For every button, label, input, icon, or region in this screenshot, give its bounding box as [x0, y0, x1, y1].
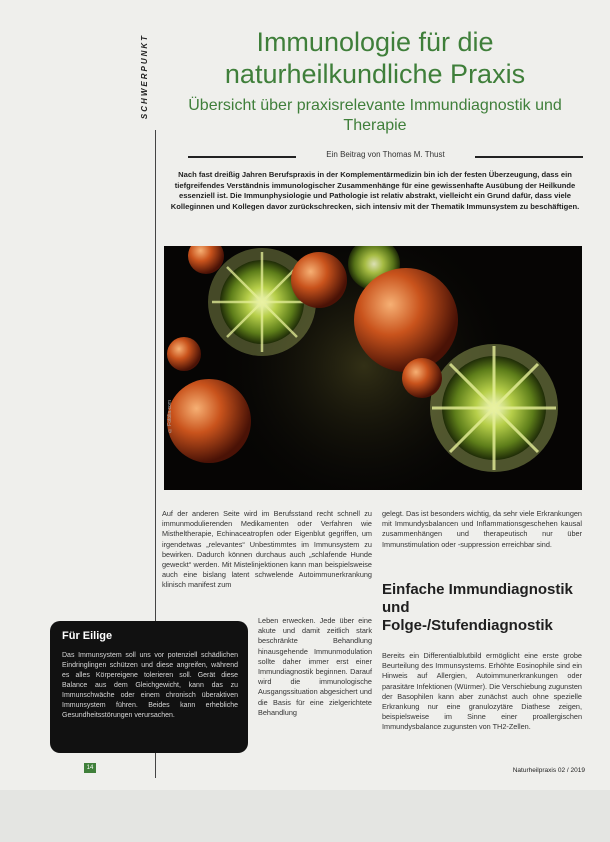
- byline-rule-right: [475, 156, 583, 158]
- lead-paragraph: Nach fast dreißig Jahren Berufspraxis in der Komplementärmedizin bin ich der festen Überzeugung, dass ein tiefgreifendes Verständnis immunologischer Zusammenhänge für eine gewissenhafte Ausübung der Heilkunde essenziell ist. Die Immunphysiologie und Pathologie ist relativ abstrakt, vielleicht ein Grund dafür, dass viele Kolleginnen und Kollegen davor zurückschrecken, sich intensiv mit der Thematik Immunsystem zu beschäftigen.: [170, 170, 580, 211]
- body-text-column-2: gelegt. Das ist besonders wichtig, da sehr viele Erkrankungen mit Immundysbalancen und Inflammationsgeschehen kausal zusammenhängen und therapeutisch nur über Immunstimulation oder -suppression erreichbar sind.: [382, 509, 582, 549]
- body-text-column-1-continued: Leben erwecken. Jede über eine akute und damit zeitlich stark beschränkte Behandlung hinausgehende Immunmodulation sollte daher immer erst einer Immundiagnostik beginnen. Darauf wird die immunologische Ausgangssituation abgesichert und die Basis für eine zielgerichtete Behandlung: [258, 616, 372, 717]
- journal-footer: Naturheilpraxis 02 / 2019: [512, 767, 585, 774]
- virus-illustration-svg: [164, 246, 582, 490]
- image-credit: © Fotolia.com: [167, 400, 173, 434]
- summary-box-text: Das Immunsystem soll uns vor potenziell schädlichen Eindringlingen schützen und diese angreifen, während es alles Körpereigene tolerieren soll. Gerät diese Balance aus dem Gleichgewicht, kann das zu Immunschwäche oder einem chronisch überaktiven Immunsystem führen. Beides kann erhebliche Gesundheitsstörungen verursachen.: [62, 652, 238, 719]
- section-tag-label: SCHWERPUNKT: [140, 33, 149, 120]
- page-number: 14: [84, 763, 96, 773]
- byline-row: [188, 150, 583, 164]
- virus-illustration: [164, 246, 582, 490]
- section-tag: [137, 20, 151, 140]
- byline-rule-left: [188, 156, 296, 158]
- body-text-column-2-continued: Bereits ein Differentialblutbild ermöglicht eine erste grobe Beurteilung des Immunsystems. Erhöhte Eosinophile sind ein Hinweis auf Allergien, Autoimmunerkrankungen oder parasitäre Infektionen (Würmer). Die Verschiebung zugunsten der Basophilen kann aber zunächst auch ohne spezielle Erkrankung nur eine granulozytäre Diathese zeigen, beispielsweise im Sinne einer proallergischen Immundysbalance zugunsten von TH2-Zellen.: [382, 651, 582, 732]
- summary-box-title: Für Eilige: [62, 630, 113, 642]
- article-subtitle: Übersicht über praxisrelevante Immundiagnostik und Therapie: [188, 97, 562, 134]
- byline: Ein Beitrag von Thomas M. Thust: [326, 150, 445, 159]
- section-heading: Einfache Immundiagnostik und Folge-/Stufendiagnostik: [382, 581, 573, 634]
- page-bottom-margin: [0, 790, 610, 842]
- summary-box: [50, 621, 248, 753]
- body-text-column-1: Auf der anderen Seite wird im Berufsstand recht schnell zu immunmodulierenden Medikamenten oder Verfahren wie Mistheltherapie, Echinaceatropfen oder Eigenblut gegriffen, um irgendetwas „relevantes“ Unbestimmtes im Immunsystem zu bewirken. Dadurch können durchaus auch „schlafende Hunde geweckt“ werden. Mit Mistelinjektionen kann man beispielsweise auch eine bislang latent schwelende Autoimmunerkrankung klinisch manifest zum: [162, 509, 372, 590]
- green-virus-large: [430, 344, 558, 472]
- article-title: Immunologie für die naturheilkundliche Praxis: [224, 27, 526, 89]
